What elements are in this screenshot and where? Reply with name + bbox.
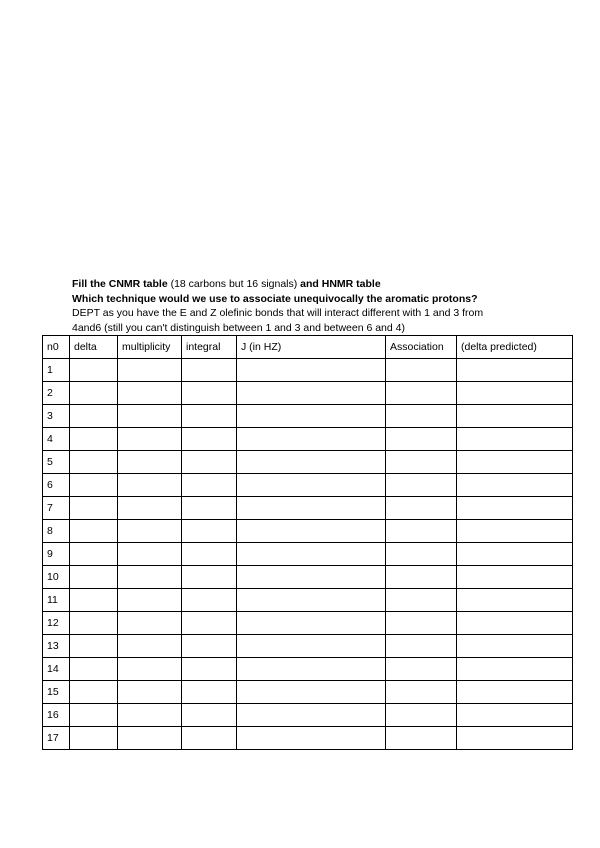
table-row	[43, 405, 573, 428]
cell-integral[interactable]	[182, 635, 237, 658]
instruction-answer-line-1: DEPT as you have the E and Z olefinic bonds that will interact different with 1 and 3 from	[72, 307, 484, 319]
header-delta-predicted: (delta predicted)	[457, 336, 573, 359]
header-multiplicity: multiplicity	[118, 336, 182, 359]
cell-j-coupling[interactable]	[237, 543, 386, 566]
table-row	[43, 681, 573, 704]
cell-multiplicity[interactable]	[118, 474, 182, 497]
cell-association[interactable]	[386, 589, 457, 612]
cell-association[interactable]	[386, 520, 457, 543]
row-number: 12	[43, 612, 70, 635]
cell-delta[interactable]	[70, 566, 118, 589]
cell-delta-predicted[interactable]	[457, 497, 573, 520]
cell-association[interactable]	[386, 451, 457, 474]
cell-multiplicity[interactable]	[118, 635, 182, 658]
row-number: 3	[43, 405, 70, 428]
cell-delta[interactable]	[70, 658, 118, 681]
table-row	[43, 612, 573, 635]
instruction-answer-line-2: 4and6 (still you can't distinguish between 1 and 3 and between 6 and 4)	[72, 321, 405, 334]
cell-delta-predicted[interactable]	[457, 382, 573, 405]
cell-association[interactable]	[386, 428, 457, 451]
cell-j-coupling[interactable]	[237, 428, 386, 451]
cell-integral[interactable]	[182, 428, 237, 451]
cell-association[interactable]	[386, 612, 457, 635]
cell-delta[interactable]	[70, 474, 118, 497]
cell-delta-predicted[interactable]	[457, 704, 573, 727]
cell-integral[interactable]	[182, 566, 237, 589]
cell-delta-predicted[interactable]	[457, 566, 573, 589]
cell-delta-predicted[interactable]	[457, 474, 573, 497]
table-row	[43, 474, 573, 497]
table-row	[43, 497, 573, 520]
table-row	[43, 658, 573, 681]
cell-delta[interactable]	[70, 727, 118, 750]
cell-delta[interactable]	[70, 382, 118, 405]
cell-delta[interactable]	[70, 405, 118, 428]
cell-multiplicity[interactable]	[118, 520, 182, 543]
cell-association[interactable]	[386, 405, 457, 428]
cell-delta[interactable]	[70, 497, 118, 520]
cell-multiplicity[interactable]	[118, 382, 182, 405]
cell-integral[interactable]	[182, 704, 237, 727]
cell-j-coupling[interactable]	[237, 612, 386, 635]
instruction-carbon-note: (18 carbons but 16 signals)	[167, 278, 301, 290]
cell-delta-predicted[interactable]	[457, 589, 573, 612]
cell-multiplicity[interactable]	[118, 612, 182, 635]
row-number: 2	[43, 382, 70, 405]
cell-delta[interactable]	[70, 451, 118, 474]
table-header-row	[43, 336, 573, 359]
cell-j-coupling[interactable]	[237, 727, 386, 750]
cell-multiplicity[interactable]	[118, 405, 182, 428]
header-integral: integral	[182, 336, 237, 359]
cell-integral[interactable]	[182, 543, 237, 566]
cell-delta[interactable]	[70, 428, 118, 451]
cell-multiplicity[interactable]	[118, 359, 182, 382]
cell-multiplicity[interactable]	[118, 451, 182, 474]
cell-delta-predicted[interactable]	[457, 520, 573, 543]
header-n0: n0	[43, 336, 70, 359]
cell-integral[interactable]	[182, 382, 237, 405]
cell-delta[interactable]	[70, 359, 118, 382]
cell-j-coupling[interactable]	[237, 359, 386, 382]
cell-delta[interactable]	[70, 612, 118, 635]
cell-j-coupling[interactable]	[237, 382, 386, 405]
row-number: 14	[43, 658, 70, 681]
cell-j-coupling[interactable]	[237, 566, 386, 589]
cell-integral[interactable]	[182, 497, 237, 520]
cell-multiplicity[interactable]	[118, 681, 182, 704]
cell-integral[interactable]	[182, 520, 237, 543]
cell-delta[interactable]	[70, 704, 118, 727]
cell-multiplicity[interactable]	[118, 727, 182, 750]
header-delta: delta	[70, 336, 118, 359]
cell-association[interactable]	[386, 543, 457, 566]
instruction-line-1	[72, 277, 572, 292]
table-row	[43, 428, 573, 451]
cell-association[interactable]	[386, 704, 457, 727]
cell-delta[interactable]	[70, 589, 118, 612]
cell-delta-predicted[interactable]	[457, 359, 573, 382]
table-row	[43, 566, 573, 589]
cell-delta-predicted[interactable]	[457, 428, 573, 451]
cell-association[interactable]	[386, 497, 457, 520]
cell-integral[interactable]	[182, 727, 237, 750]
cell-j-coupling[interactable]	[237, 635, 386, 658]
cell-integral[interactable]	[182, 658, 237, 681]
cell-integral[interactable]	[182, 451, 237, 474]
cell-delta[interactable]	[70, 520, 118, 543]
instruction-question: Which technique would we use to associate unequivocally the aromatic protons?	[72, 292, 478, 305]
cell-association[interactable]	[386, 382, 457, 405]
cell-association[interactable]	[386, 658, 457, 681]
row-number: 6	[43, 474, 70, 497]
cell-j-coupling[interactable]	[237, 658, 386, 681]
cell-multiplicity[interactable]	[118, 589, 182, 612]
cell-association[interactable]	[386, 474, 457, 497]
instruction-cnmr-label: Fill the CNMR table	[72, 278, 168, 290]
row-number: 8	[43, 520, 70, 543]
cell-j-coupling[interactable]	[237, 405, 386, 428]
cell-j-coupling[interactable]	[237, 681, 386, 704]
instruction-hnmr-label: and HNMR table	[300, 278, 381, 290]
instructions	[72, 277, 572, 335]
row-number: 7	[43, 497, 70, 520]
row-number: 11	[43, 589, 70, 612]
row-number: 16	[43, 704, 70, 727]
cell-j-coupling[interactable]	[237, 474, 386, 497]
table-row	[43, 704, 573, 727]
cell-delta-predicted[interactable]	[457, 405, 573, 428]
table-row	[43, 635, 573, 658]
table-row	[43, 589, 573, 612]
cell-integral[interactable]	[182, 405, 237, 428]
cell-association[interactable]	[386, 635, 457, 658]
cell-multiplicity[interactable]	[118, 428, 182, 451]
cell-integral[interactable]	[182, 359, 237, 382]
header-j-coupling: J (in HZ)	[237, 336, 386, 359]
cell-delta-predicted[interactable]	[457, 727, 573, 750]
cell-j-coupling[interactable]	[237, 520, 386, 543]
row-number: 9	[43, 543, 70, 566]
row-number: 1	[43, 359, 70, 382]
cell-j-coupling[interactable]	[237, 497, 386, 520]
row-number: 4	[43, 428, 70, 451]
cell-integral[interactable]	[182, 612, 237, 635]
cell-delta-predicted[interactable]	[457, 658, 573, 681]
cell-delta[interactable]	[70, 543, 118, 566]
cell-delta-predicted[interactable]	[457, 681, 573, 704]
cell-delta-predicted[interactable]	[457, 451, 573, 474]
row-number: 5	[43, 451, 70, 474]
cell-j-coupling[interactable]	[237, 589, 386, 612]
cell-association[interactable]	[386, 681, 457, 704]
row-number: 10	[43, 566, 70, 589]
cell-delta-predicted[interactable]	[457, 612, 573, 635]
row-number: 13	[43, 635, 70, 658]
cell-integral[interactable]	[182, 681, 237, 704]
table-row	[43, 359, 573, 382]
cell-association[interactable]	[386, 727, 457, 750]
table-body	[43, 359, 573, 750]
cell-multiplicity[interactable]	[118, 543, 182, 566]
cell-integral[interactable]	[182, 474, 237, 497]
cell-multiplicity[interactable]	[118, 566, 182, 589]
cell-association[interactable]	[386, 359, 457, 382]
header-association: Association	[386, 336, 457, 359]
table-row	[43, 451, 573, 474]
cell-j-coupling[interactable]	[237, 704, 386, 727]
table-row	[43, 727, 573, 750]
cell-multiplicity[interactable]	[118, 704, 182, 727]
cell-association[interactable]	[386, 566, 457, 589]
cell-delta[interactable]	[70, 635, 118, 658]
nmr-table	[42, 335, 573, 750]
row-number: 15	[43, 681, 70, 704]
cell-j-coupling[interactable]	[237, 451, 386, 474]
cell-multiplicity[interactable]	[118, 658, 182, 681]
cell-delta-predicted[interactable]	[457, 543, 573, 566]
cell-multiplicity[interactable]	[118, 497, 182, 520]
cell-delta[interactable]	[70, 681, 118, 704]
table-row	[43, 543, 573, 566]
cell-delta-predicted[interactable]	[457, 635, 573, 658]
row-number: 17	[43, 727, 70, 750]
table-row	[43, 382, 573, 405]
table-row	[43, 520, 573, 543]
cell-integral[interactable]	[182, 589, 237, 612]
